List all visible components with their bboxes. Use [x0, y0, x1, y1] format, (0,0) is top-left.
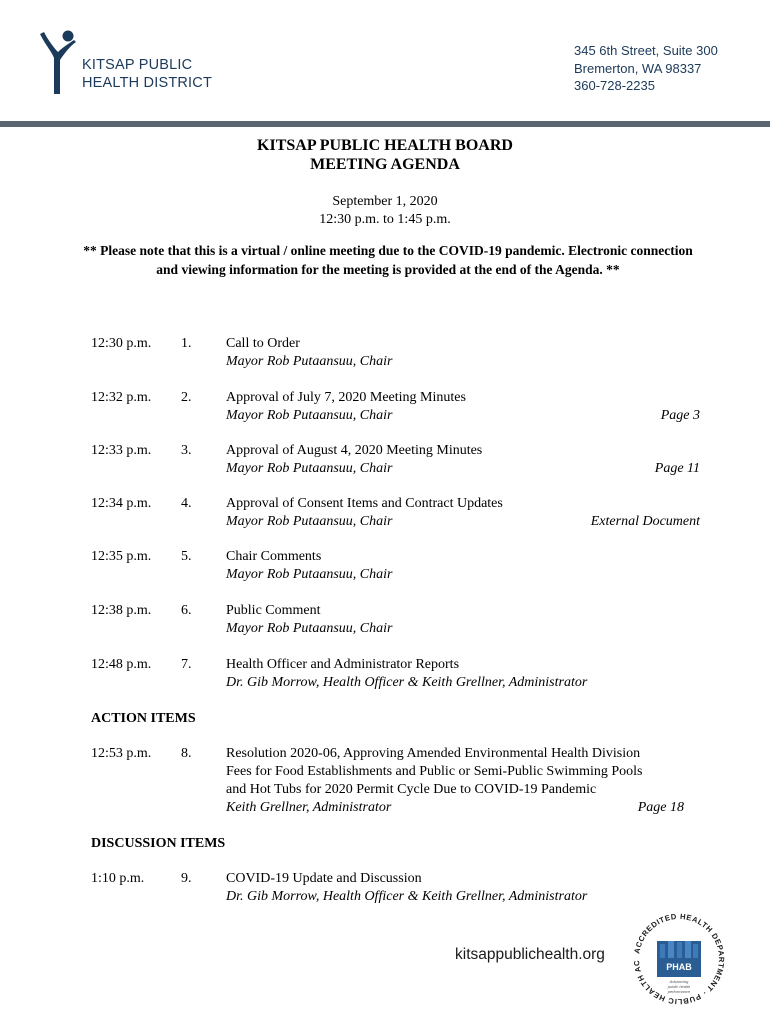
item-number: 9. — [181, 871, 192, 886]
item-page-ref: Page 3 — [660, 408, 700, 423]
item-number: 3. — [181, 443, 192, 458]
item-title: Public Comment — [226, 603, 321, 618]
item-presenter: Keith Grellner, Administrator — [226, 800, 392, 815]
item-title-line-2: Fees for Food Establishments and Public or Semi-Public Swimming Pools — [226, 764, 643, 779]
item-presenter: Dr. Gib Morrow, Health Officer & Keith Grellner, Administrator — [226, 675, 588, 690]
item-title: COVID-19 Update and Discussion — [226, 871, 422, 886]
item-number: 8. — [181, 746, 192, 761]
org-line-2: HEALTH DISTRICT — [82, 75, 213, 91]
item-time: 12:32 p.m. — [91, 390, 152, 405]
item-presenter: Mayor Rob Putaansuu, Chair — [226, 567, 393, 582]
item-page-ref: Page 18 — [637, 800, 684, 815]
item-title-line-1: Resolution 2020-06, Approving Amended Environmental Health Division — [226, 746, 641, 761]
org-name — [82, 56, 212, 92]
address-phone: 360-728-2235 — [574, 78, 655, 93]
item-time: 12:33 p.m. — [91, 443, 152, 458]
item-title-line-3: and Hot Tubs for 2020 Permit Cycle Due to COVID-19 Pandemic — [226, 782, 597, 797]
person-figure-icon — [38, 28, 78, 98]
phab-accreditation-seal — [628, 908, 730, 1010]
item-title: Approval of August 4, 2020 Meeting Minutes — [226, 443, 483, 458]
item-presenter: Mayor Rob Putaansuu, Chair — [226, 621, 393, 636]
item-presenter: Dr. Gib Morrow, Health Officer & Keith Grellner, Administrator — [226, 889, 588, 904]
item-title: Approval of Consent Items and Contract Updates — [226, 496, 503, 511]
seal-ring-text: ACCREDITED HEALTH DEPARTMENT · PUBLIC HEALTH AC — [631, 911, 727, 1007]
meeting-date: September 1, 2020 — [332, 194, 438, 209]
item-time: 12:48 p.m. — [91, 657, 152, 672]
virtual-meeting-notice: ** Please note that this is a virtual / online meeting due to the COVID-19 pandemic. Electronic connection and viewing information for the meeting is provided at the end of the Agenda. ** — [83, 243, 693, 277]
item-presenter: Mayor Rob Putaansuu, Chair — [226, 408, 393, 423]
item-page-ref: External Document — [590, 514, 700, 529]
item-number: 7. — [181, 657, 192, 672]
kphd-logo — [38, 28, 238, 98]
org-address — [574, 42, 718, 95]
address-city: Bremerton, WA 98337 — [574, 60, 702, 76]
item-presenter: Mayor Rob Putaansuu, Chair — [226, 354, 393, 369]
item-presenter: Mayor Rob Putaansuu, Chair — [226, 514, 393, 529]
item-page-ref: Page 11 — [654, 461, 700, 476]
section-heading-discussion: DISCUSSION ITEMS — [91, 836, 226, 851]
item-title: Approval of July 7, 2020 Meeting Minutes — [226, 390, 466, 405]
seal-sub-3: performance — [667, 989, 691, 994]
letterhead — [0, 0, 770, 122]
item-title: Call to Order — [226, 336, 300, 351]
seal-sub-2: public health — [667, 984, 691, 989]
title-line-1: KITSAP PUBLIC HEALTH BOARD — [257, 137, 513, 154]
item-time: 12:38 p.m. — [91, 603, 152, 618]
item-time: 12:35 p.m. — [91, 549, 152, 564]
item-number: 6. — [181, 603, 192, 618]
seal-center-text: PHAB — [666, 962, 692, 972]
meeting-time: 12:30 p.m. to 1:45 p.m. — [319, 212, 451, 227]
document-title — [0, 136, 770, 174]
website-url: kitsappublichealth.org — [455, 946, 605, 963]
address-street: 345 6th Street, Suite 300 — [574, 43, 718, 58]
header-divider — [0, 121, 770, 127]
item-presenter: Mayor Rob Putaansuu, Chair — [226, 461, 393, 476]
item-title: Health Officer and Administrator Reports — [226, 657, 460, 672]
title-line-2: MEETING AGENDA — [310, 156, 460, 173]
item-title: Chair Comments — [226, 549, 322, 564]
item-number: 2. — [181, 390, 192, 405]
meeting-datetime — [0, 193, 770, 229]
item-number: 4. — [181, 496, 192, 511]
seal-sub-1: Advancing — [669, 979, 689, 984]
item-time: 12:53 p.m. — [91, 746, 152, 761]
org-line-1: KITSAP PUBLIC — [82, 57, 193, 73]
item-number: 1. — [181, 336, 192, 351]
item-time: 12:34 p.m. — [91, 496, 152, 511]
item-number: 5. — [181, 549, 192, 564]
item-time: 12:30 p.m. — [91, 336, 152, 351]
section-heading-action: ACTION ITEMS — [91, 711, 196, 726]
item-time: 1:10 p.m. — [91, 871, 145, 886]
